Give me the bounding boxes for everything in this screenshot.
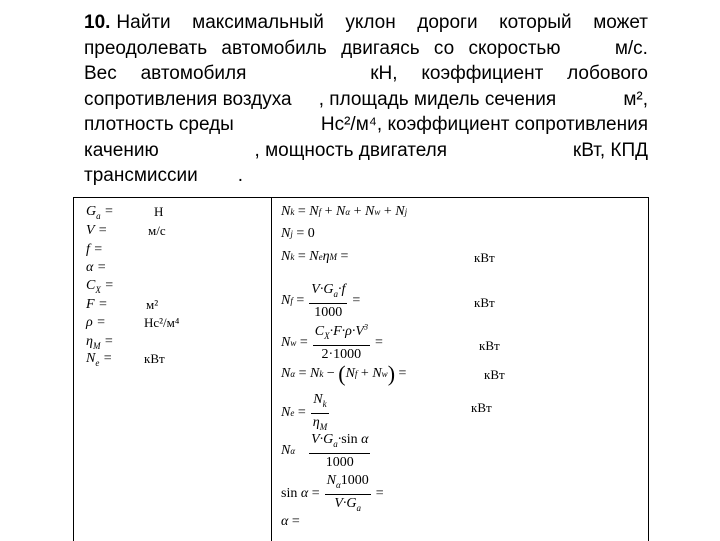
- given-ne-unit: кВт: [144, 351, 165, 366]
- problem-line-5: плотность среды Нс²/м⁴, коэффициент сопротивления: [84, 114, 648, 135]
- given-cx: $C_X$ =: [86, 278, 114, 295]
- unit-ne: кВт: [471, 400, 492, 415]
- unit-nw: кВт: [479, 338, 500, 353]
- given-ga: $G_a$ =: [86, 204, 114, 221]
- given-f: f =: [86, 242, 103, 257]
- formula-na: N α = N k − ( N f + N w ) =: [281, 361, 407, 386]
- problem-line-1: 10. Найти максимальный уклон дороги который может: [84, 12, 648, 33]
- problem-statement: [84, 10, 648, 189]
- given-area-unit: м²: [146, 297, 159, 312]
- problem-line-4: сопротивления воздуха , площадь мидель сечения м²,: [84, 88, 648, 110]
- unit-nf: кВт: [474, 295, 495, 310]
- formula-sin-alpha: sin α = $\frac{N_\alpha 1000}{V\cdot G_a}$ =: [281, 473, 384, 513]
- formula-alpha: α =: [281, 514, 300, 529]
- formula-nw: N w = $\frac{C_X\cdot F\cdot\rho\cdot V^3}{2\cdot 1000}$ =: [281, 322, 383, 362]
- given-ga-unit: Н: [154, 204, 164, 219]
- problem-number: 10.: [84, 12, 111, 33]
- problem-line-7: трансмиссии .: [84, 165, 244, 186]
- given-ne: $N_e$ =: [86, 351, 113, 368]
- given-v-unit: м/с: [148, 223, 166, 238]
- formula-nf: N f = $\frac{V\cdot G_a\cdot f}{1000}$ =: [281, 282, 361, 320]
- formula-nk-ne: N k = N e η M =: [281, 249, 349, 264]
- problem-line-3: Вес автомобиля кН, коэффициент лобового: [84, 63, 648, 84]
- given-rho: ρ =: [86, 315, 106, 330]
- formula-nj: N j = 0: [281, 226, 315, 241]
- problem-line-6: качению , мощность двигателя кВт, КПД: [84, 139, 648, 161]
- given-rho-unit: Нс²/м⁴: [144, 315, 180, 330]
- formula-nk-sum: N k = N f + N α + N w + N j: [281, 204, 408, 219]
- given-v: V =: [86, 223, 108, 238]
- unit-na: кВт: [484, 367, 505, 382]
- given-alpha: α =: [86, 260, 107, 275]
- formula-na-sin: N α $\frac{V\cdot G_a\cdot\sin \alpha}{1000}$: [281, 432, 369, 470]
- solution-table: [73, 197, 649, 541]
- column-divider: [271, 198, 272, 541]
- given-eta: $\eta_M$ =: [86, 334, 114, 351]
- problem-line-2: преодолевать автомобиль двигаясь со скоростью м/с.: [84, 37, 648, 59]
- given-area: F =: [86, 297, 108, 312]
- formula-ne: N e = $\frac{N_k}{\eta_M}$: [281, 392, 328, 432]
- unit-nk: кВт: [474, 250, 495, 265]
